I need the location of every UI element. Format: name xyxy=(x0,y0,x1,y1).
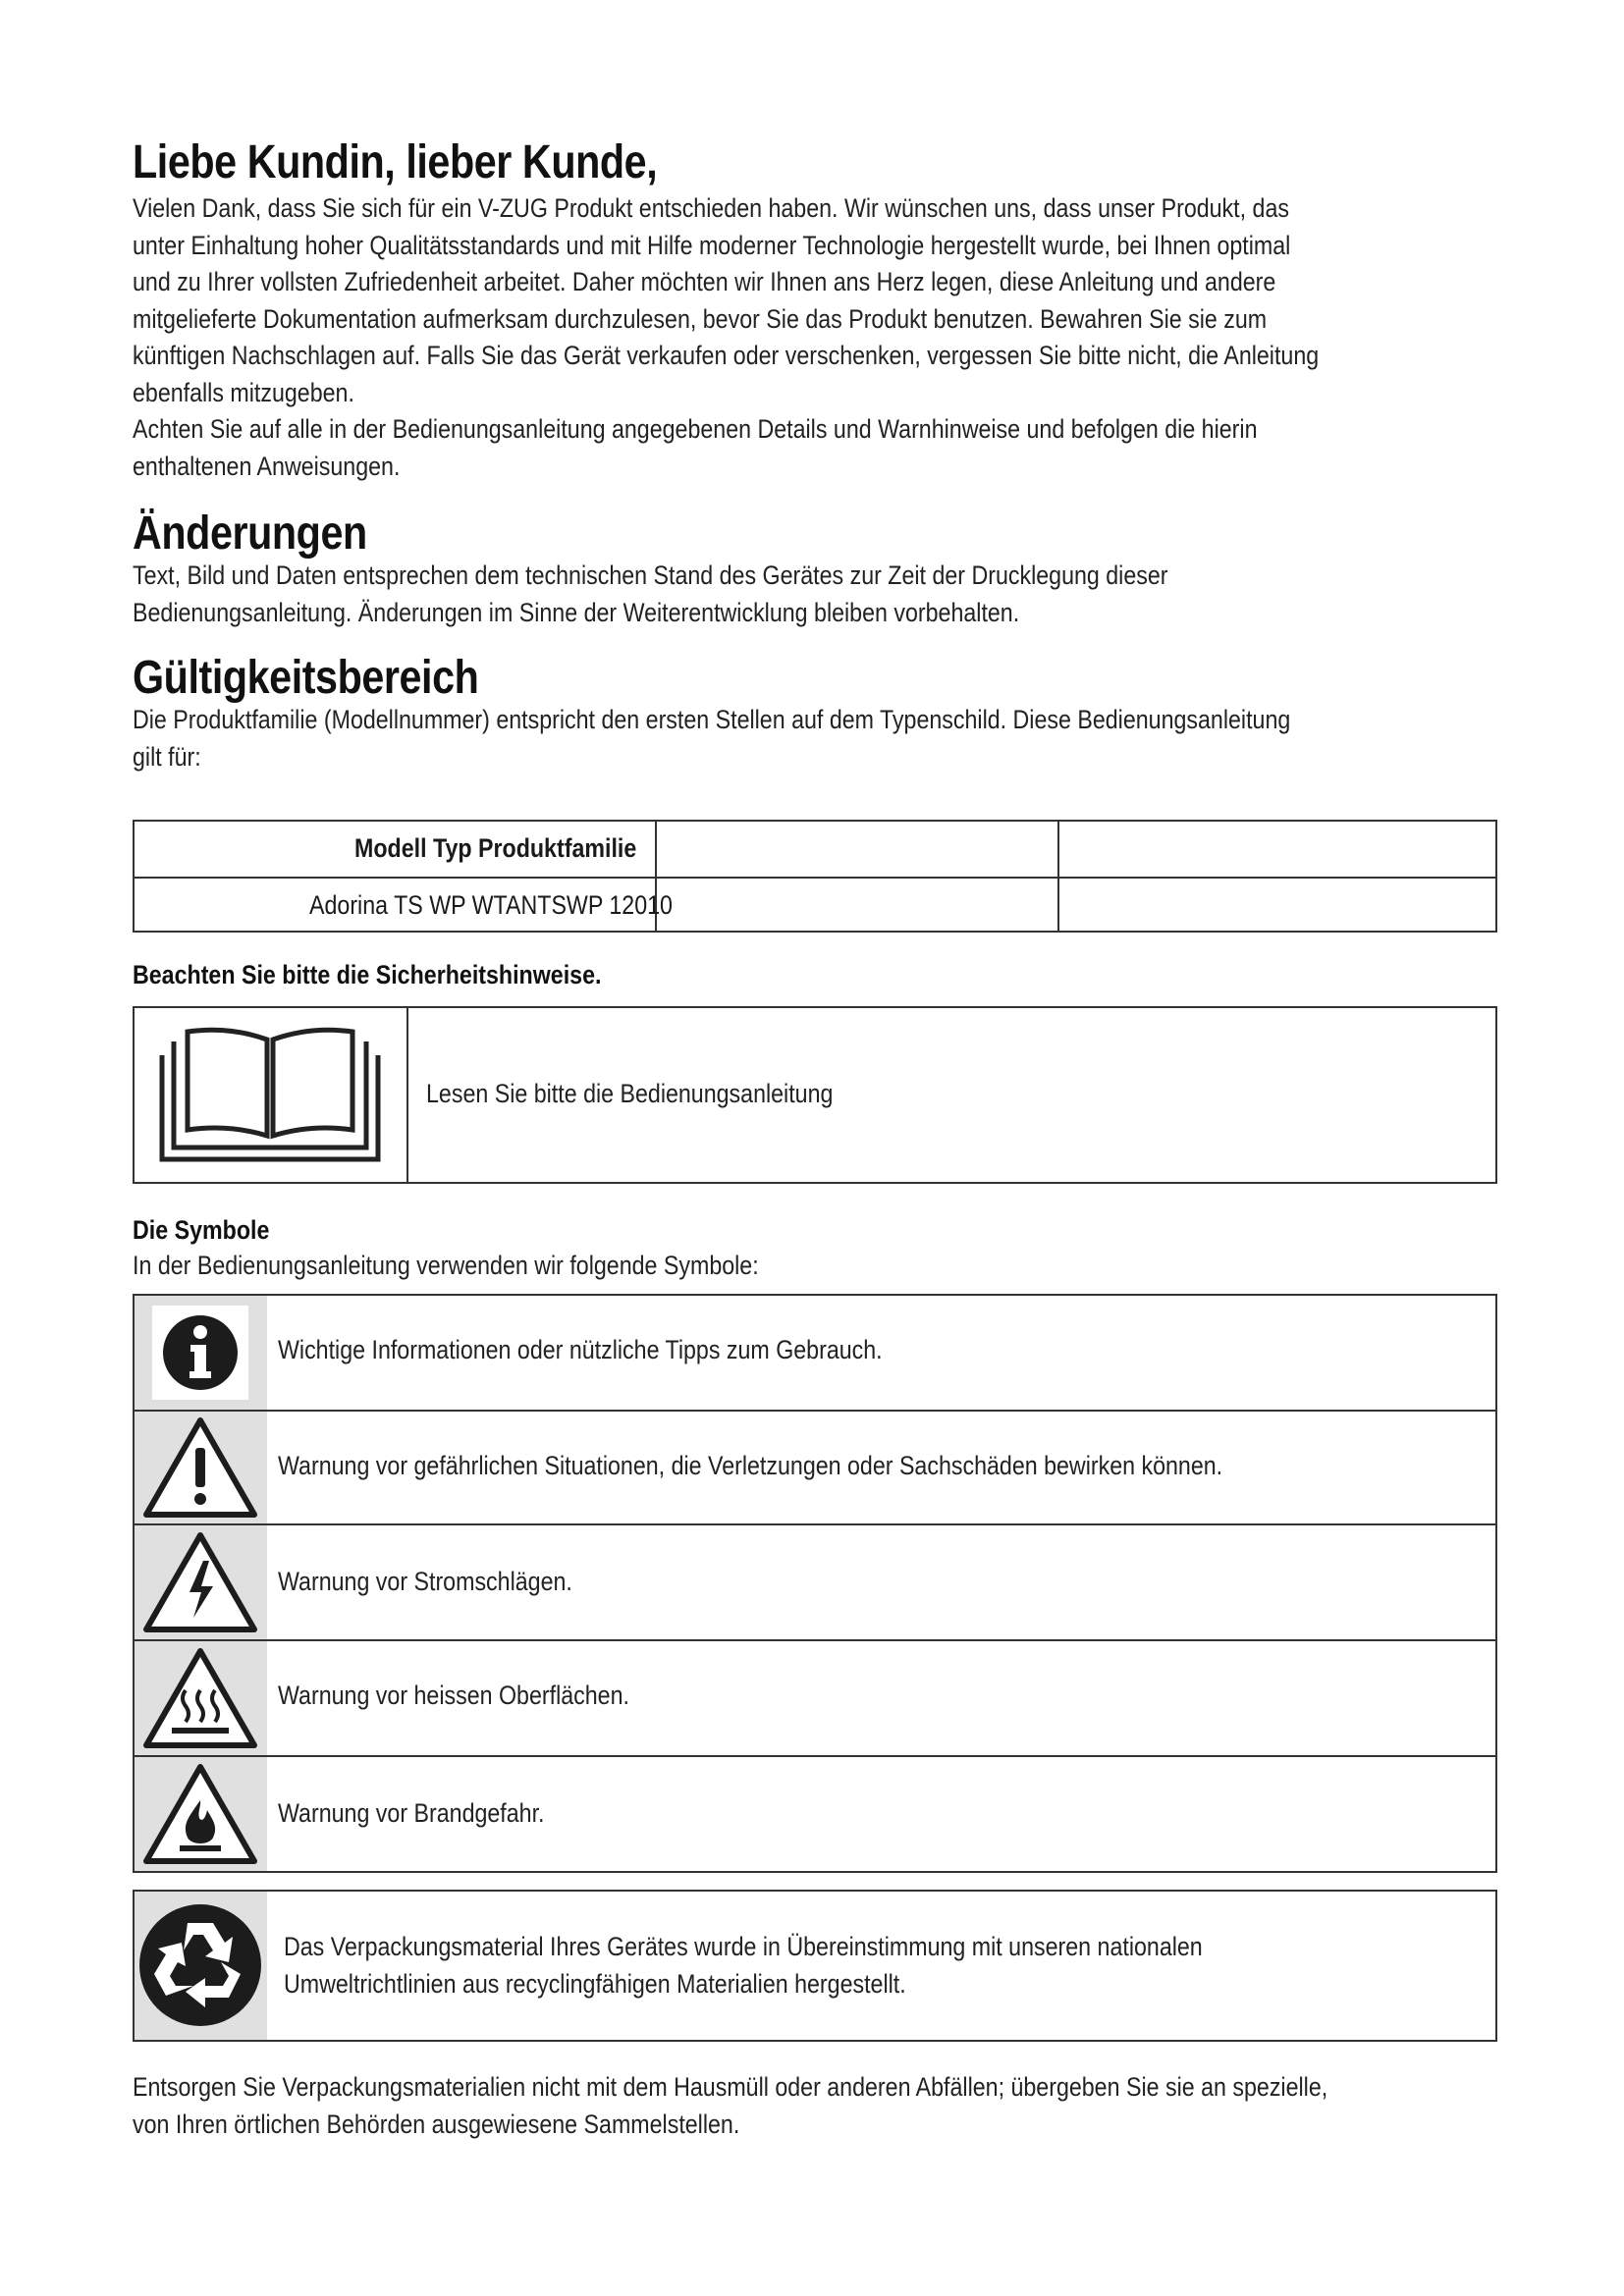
safety-title: Beachten Sie bitte die Sicherheitshinweise. xyxy=(133,960,602,989)
electric-shock-icon xyxy=(142,1531,258,1633)
validity-section xyxy=(133,653,1624,775)
validity-paragraph xyxy=(133,702,1497,775)
symbol-row-hot xyxy=(135,1641,1495,1757)
intro-line: unter Einhaltung hoher Qualitätsstandards und mit Hilfe moderner Technologie hergestellt wurde, bei Ihnen optimal xyxy=(133,230,1291,260)
model-table-header: Modell Typ Produktfamilie xyxy=(354,833,637,863)
hot-surface-icon xyxy=(142,1647,258,1749)
intro-line: künftigen Nachschlagen auf. Falls Sie das Gerät verkaufen oder verschenken, vergessen Sie bitte nicht, die Anleitung xyxy=(133,341,1320,370)
model-table xyxy=(133,820,1497,933)
changes-line: Text, Bild und Daten entsprechen dem technischen Stand des Gerätes zur Zeit der Drucklegung dieser xyxy=(133,561,1168,590)
symbol-icon-cell xyxy=(135,1641,267,1755)
symbol-text: Wichtige Informationen oder nützliche Tipps zum Gebrauch. xyxy=(278,1335,883,1364)
intro-line: enthaltenen Anweisungen. xyxy=(133,451,401,481)
recycling-line: Das Verpackungsmaterial Ihres Gerätes wurde in Übereinstimmung mit unseren nationalen xyxy=(284,1932,1203,1961)
symbol-text: Warnung vor Brandgefahr. xyxy=(278,1798,545,1828)
recycling-text xyxy=(284,1929,1466,2002)
intro-paragraph xyxy=(133,190,1497,485)
recycling-box xyxy=(133,1890,1497,2042)
symbols-table xyxy=(133,1294,1497,1873)
symbol-icon-cell xyxy=(135,1525,267,1639)
info-icon xyxy=(142,1300,258,1406)
symbol-row-warning xyxy=(135,1412,1495,1525)
intro-title: Liebe Kundin, lieber Kunde, xyxy=(133,136,658,188)
disposal-paragraph xyxy=(133,2069,1497,2143)
intro-line: Achten Sie auf alle in der Bedienungsanleitung angegebenen Details und Warnhinweise und befolgen die hierin xyxy=(133,414,1258,444)
book-icon xyxy=(156,1026,384,1165)
symbol-icon-cell xyxy=(135,1757,267,1871)
symbol-text: Warnung vor gefährlichen Situationen, die Verletzungen oder Sachschäden bewirken können. xyxy=(278,1451,1223,1480)
symbols-title: Die Symbole xyxy=(133,1215,270,1245)
disposal-line: Entsorgen Sie Verpackungsmaterialien nicht mit dem Hausmüll oder anderen Abfällen; übergeben Sie sie an spezielle, xyxy=(133,2072,1328,2102)
intro-line: Vielen Dank, dass Sie sich für ein V-ZUG Produkt entschieden haben. Wir wünschen uns, dass unser Produkt, das xyxy=(133,193,1289,223)
read-manual-text: Lesen Sie bitte die Bedienungsanleitung xyxy=(426,1079,834,1108)
symbol-row-fire xyxy=(135,1757,1495,1871)
table-divider xyxy=(1057,822,1059,931)
intro-line: und zu Ihrer vollsten Zufriedenheit arbeitet. Daher möchten wir Ihnen ans Herz legen, diese Anleitung und andere xyxy=(133,267,1276,296)
intro-section xyxy=(133,137,1624,485)
symbol-row-electric xyxy=(135,1525,1495,1641)
recycle-icon xyxy=(136,1901,264,2029)
read-manual-box xyxy=(133,1006,1497,1184)
changes-title: Änderungen xyxy=(133,507,367,560)
box-divider xyxy=(406,1008,408,1182)
recycling-line: Umweltrichtlinien aus recyclingfähigen Materialien hergestellt. xyxy=(284,1968,906,1999)
symbols-subtitle: In der Bedienungsanleitung verwenden wir folgende Symbole: xyxy=(133,1251,759,1280)
disposal-line: von Ihren örtlichen Behörden ausgewiesene Sammelstellen. xyxy=(133,2109,740,2139)
intro-line: ebenfalls mitzugeben. xyxy=(133,377,354,407)
symbol-icon-cell xyxy=(135,1892,267,2040)
symbol-text: Warnung vor heissen Oberflächen. xyxy=(278,1681,629,1710)
changes-paragraph xyxy=(133,558,1497,631)
symbol-icon-cell xyxy=(135,1296,267,1410)
validity-line: gilt für: xyxy=(133,741,201,772)
changes-section xyxy=(133,508,1624,631)
model-table-value: Adorina TS WP WTANTSWP 12010 xyxy=(309,890,673,920)
table-divider xyxy=(135,877,1495,879)
validity-line: Die Produktfamilie (Modellnummer) entspricht den ersten Stellen auf dem Typenschild. Diese Bedienungsanleitung xyxy=(133,705,1291,734)
fire-icon xyxy=(142,1763,258,1865)
symbol-icon-cell xyxy=(135,1412,267,1523)
changes-line: Bedienungsanleitung. Änderungen im Sinne der Weiterentwicklung bleiben vorbehalten. xyxy=(133,597,1020,627)
symbol-text: Warnung vor Stromschlägen. xyxy=(278,1567,572,1596)
validity-title: Gültigkeitsbereich xyxy=(133,652,479,704)
warning-icon xyxy=(142,1416,258,1519)
symbol-row-info xyxy=(135,1296,1495,1412)
intro-line: mitgelieferte Dokumentation aufmerksam durchzulesen, bevor Sie das Produkt benutzen. Bewahren Sie sie zum xyxy=(133,303,1268,334)
